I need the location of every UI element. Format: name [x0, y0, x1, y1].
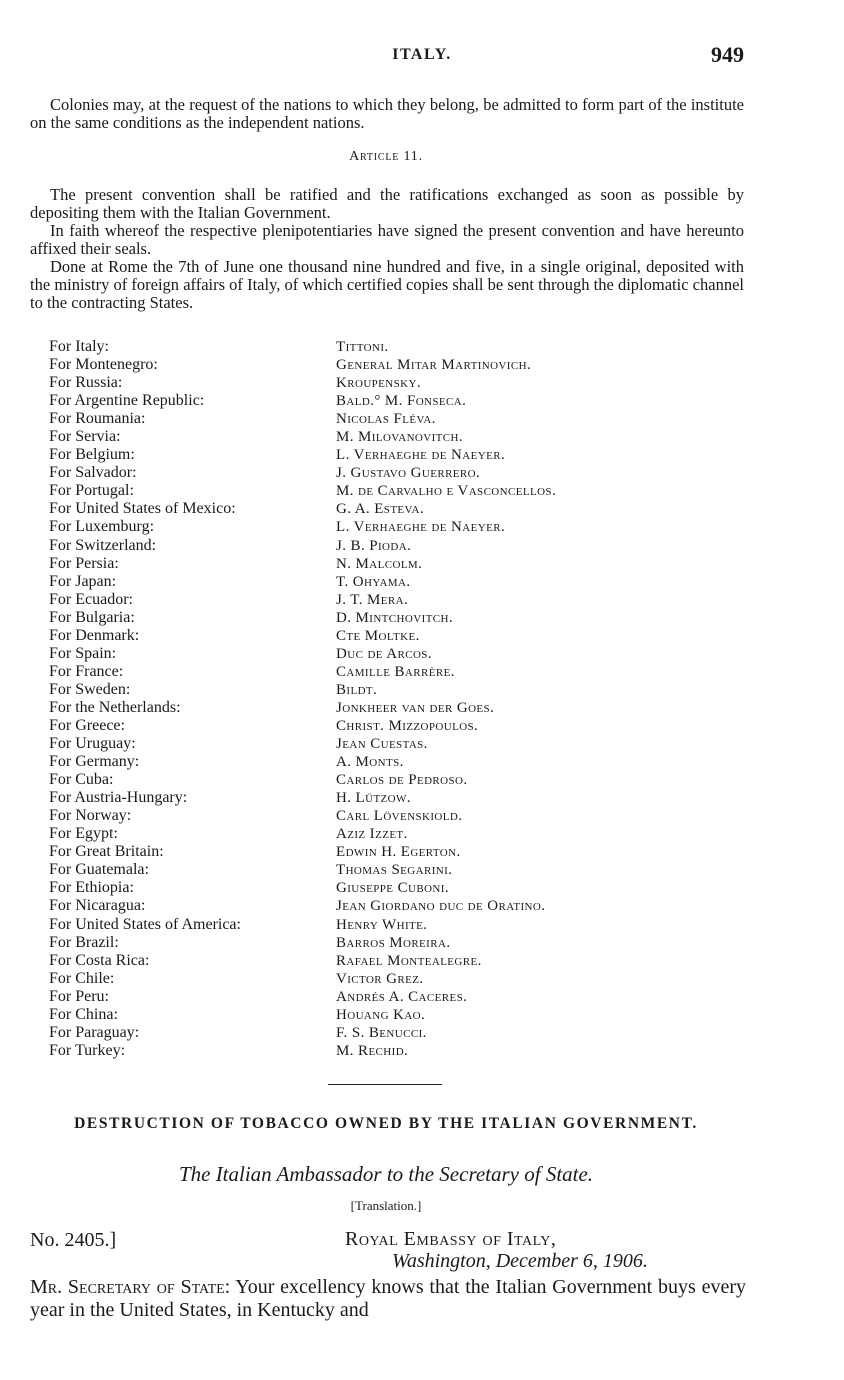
signatory-name: Cte Moltke.	[336, 627, 420, 644]
signatory-name: Carl Lövenskiold.	[336, 808, 463, 825]
signatory-row	[49, 952, 749, 970]
signatory-row	[49, 482, 749, 500]
faith-paragraph: In faith whereof the respective plenipotentiaries have signed the present convention and have hereunto affixed their seals.	[30, 221, 744, 258]
signatory-country: For Ethiopia:	[49, 879, 134, 897]
signatory-country: For Argentine Republic:	[49, 392, 205, 410]
signatory-row	[49, 428, 749, 446]
letter-body	[30, 1276, 746, 1322]
signatory-row	[49, 735, 749, 753]
letter-body-text: Your excellency knows that the Italian Government buys every year in the United States, in Kentucky and	[30, 1276, 746, 1321]
signatory-row	[49, 555, 749, 573]
signatory-row	[49, 789, 749, 807]
signatory-row	[49, 807, 749, 825]
signatory-row	[49, 753, 749, 771]
letter-number: No. 2405.]	[30, 1229, 117, 1251]
signatory-row	[49, 446, 749, 464]
signatory-country: For United States of America:	[49, 915, 241, 933]
signatory-name: Houang Kao.	[336, 1006, 426, 1023]
signatory-country: For Cuba:	[49, 771, 114, 789]
signatory-row	[49, 464, 749, 482]
signatory-row	[49, 591, 749, 609]
signatory-name: Thomas Segarini.	[336, 862, 453, 879]
article-heading: Article 11.	[349, 149, 423, 164]
signatory-country: For Guatemala:	[49, 861, 149, 879]
signatory-row	[49, 609, 749, 627]
signatory-country: For Nicaragua:	[49, 897, 146, 915]
signatory-row	[49, 1024, 749, 1042]
signatory-row	[49, 861, 749, 879]
signatory-name: G. A. Esteva.	[336, 501, 424, 518]
signatory-name: Jonkheer van der Goes.	[336, 699, 495, 716]
signatory-row	[49, 771, 749, 789]
signatory-row	[49, 500, 749, 518]
signatory-row	[49, 897, 749, 915]
signatory-name: Andrés A. Caceres.	[336, 988, 468, 1005]
section-divider	[328, 1084, 442, 1085]
signatory-country: For Belgium:	[49, 446, 135, 464]
signatory-country: For Servia:	[49, 428, 121, 446]
running-title: ITALY.	[392, 46, 452, 63]
signatory-name: Bildt.	[336, 681, 378, 698]
signatory-row	[49, 645, 749, 663]
signatories-list	[49, 338, 749, 1060]
signatory-name: Henry White.	[336, 916, 428, 933]
signatory-name: Barros Moreira.	[336, 934, 451, 951]
signatory-country: For Spain:	[49, 644, 117, 662]
signatory-name: N. Malcolm.	[336, 555, 423, 572]
signatory-row	[49, 825, 749, 843]
signatory-country: For Germany:	[49, 753, 140, 771]
signatory-country: For Norway:	[49, 807, 132, 825]
signatory-name: L. Verhaeghe de Naeyer.	[336, 447, 506, 464]
signatory-row	[49, 356, 749, 374]
signatory-name: Jean Giordano duc de Oratino.	[336, 898, 546, 915]
done-at-rome-paragraph: Done at Rome the 7th of June one thousand nine hundred and five, in a single original, deposited with the ministry of foreign affairs of Italy, of which certified copies shall be sent through the diplomatic channel to the contracting States.	[30, 257, 744, 312]
signatory-row	[49, 843, 749, 861]
ratification-paragraph: The present convention shall be ratified and the ratifications exchanged as soon as possible by depositing them with the Italian Government.	[30, 185, 744, 222]
signatory-country: For Peru:	[49, 987, 109, 1005]
signatory-country: For Great Britain:	[49, 843, 164, 861]
signatory-row	[49, 518, 749, 536]
signatory-row	[49, 573, 749, 591]
signatory-row	[49, 1006, 749, 1024]
signatory-name: Kroupensky.	[336, 375, 421, 392]
signatory-country: For United States of Mexico:	[49, 500, 236, 518]
signatory-row	[49, 970, 749, 988]
signatory-row	[49, 934, 749, 952]
signatory-name: Rafael Montealegre.	[336, 952, 482, 969]
signatory-country: For Paraguay:	[49, 1023, 140, 1041]
signatory-row	[49, 663, 749, 681]
letter-sender: Royal Embassy of Italy,	[345, 1228, 557, 1250]
signatory-country: For Brazil:	[49, 933, 119, 951]
signatory-row	[49, 338, 749, 356]
signatory-name: A. Monts.	[336, 754, 404, 771]
signatory-country: For Turkey:	[49, 1041, 126, 1059]
signatory-country: For Luxemburg:	[49, 518, 155, 536]
signatory-row	[49, 627, 749, 645]
signatory-name: Victor Grez.	[336, 970, 424, 987]
signatory-name: F. S. Benucci.	[336, 1024, 427, 1041]
signatory-name: Duc de Arcos.	[336, 645, 432, 662]
signatory-row	[49, 392, 749, 410]
signatory-name: D. Mintchovitch.	[336, 609, 453, 626]
signatory-name: M. de Carvalho e Vasconcellos.	[336, 483, 557, 500]
signatory-name: Carlos de Pedroso.	[336, 772, 468, 789]
signatory-country: For Montenegro:	[49, 356, 158, 374]
signatory-name: Giuseppe Cuboni.	[336, 880, 449, 897]
signatory-country: For Denmark:	[49, 626, 140, 644]
signatory-row	[49, 988, 749, 1006]
signatory-name: J. B. Pioda.	[336, 537, 412, 554]
signatory-name: Jean Cuestas.	[336, 736, 428, 753]
signatory-country: For Chile:	[49, 969, 115, 987]
signatory-row	[49, 699, 749, 717]
signatory-name: Nicolas Fléva.	[336, 411, 436, 428]
signatory-country: For France:	[49, 662, 124, 680]
signatory-row	[49, 916, 749, 934]
signatory-country: For Sweden:	[49, 680, 131, 698]
signatory-country: For Switzerland:	[49, 536, 157, 554]
signatory-country: For Roumania:	[49, 410, 146, 428]
signatory-country: For Egypt:	[49, 825, 118, 843]
section-title: DESTRUCTION OF TOBACCO OWNED BY THE ITALIAN GOVERNMENT.	[74, 1115, 698, 1132]
signatory-row	[49, 879, 749, 897]
signatory-row	[49, 374, 749, 392]
signatory-country: For Ecuador:	[49, 590, 133, 608]
signatory-name: M. Rechid.	[336, 1042, 409, 1059]
signatory-name: Aziz Izzet.	[336, 826, 408, 843]
letter-salutation: Mr. Secretary of State:	[30, 1276, 231, 1298]
page-number: 949	[711, 42, 744, 67]
signatory-country: For Persia:	[49, 554, 119, 572]
signatory-row	[49, 681, 749, 699]
signatory-name: J. Gustavo Guerrero.	[336, 465, 481, 482]
letter-place-date: Washington, December 6, 1906.	[392, 1250, 648, 1272]
signatory-country: For China:	[49, 1005, 118, 1023]
intro-paragraph: Colonies may, at the request of the nations to which they belong, be admitted to form part of the institute on the same conditions as the independent nations.	[30, 95, 744, 132]
signatory-country: For the Netherlands:	[49, 698, 181, 716]
signatory-name: Camille Barrère.	[336, 663, 455, 680]
signatory-row	[49, 410, 749, 428]
signatory-row	[49, 537, 749, 555]
signatory-country: For Uruguay:	[49, 735, 136, 753]
signatory-country: For Austria-Hungary:	[49, 789, 188, 807]
signatory-name: L. Verhaeghe de Naeyer.	[336, 519, 506, 536]
signatory-name: General Mitar Martinovich.	[336, 357, 532, 374]
signatory-row	[49, 717, 749, 735]
signatory-row	[49, 1042, 749, 1060]
signatory-country: For Japan:	[49, 572, 117, 590]
translation-note: [Translation.]	[350, 1198, 422, 1213]
signatory-name: J. T. Mera.	[336, 591, 409, 608]
section-subtitle: The Italian Ambassador to the Secretary of State.	[178, 1162, 594, 1186]
signatory-country: For Costa Rica:	[49, 951, 150, 969]
signatory-country: For Italy:	[49, 338, 109, 355]
signatory-name: H. Lützow.	[336, 790, 411, 807]
signatory-country: For Salvador:	[49, 464, 137, 482]
signatory-country: For Portugal:	[49, 482, 134, 500]
signatory-country: For Greece:	[49, 716, 125, 734]
signatory-name: Bald.° M. Fonseca.	[336, 393, 467, 410]
signatory-country: For Bulgaria:	[49, 608, 135, 626]
signatory-name: M. Milovanovitch.	[336, 429, 464, 446]
signatory-name: Christ. Mizzopoulos.	[336, 717, 479, 734]
signatory-name: Edwin H. Egerton.	[336, 844, 461, 861]
signatory-name: Tittoni.	[336, 339, 389, 355]
signatory-name: T. Ohyama.	[336, 573, 411, 590]
signatory-country: For Russia:	[49, 374, 123, 392]
